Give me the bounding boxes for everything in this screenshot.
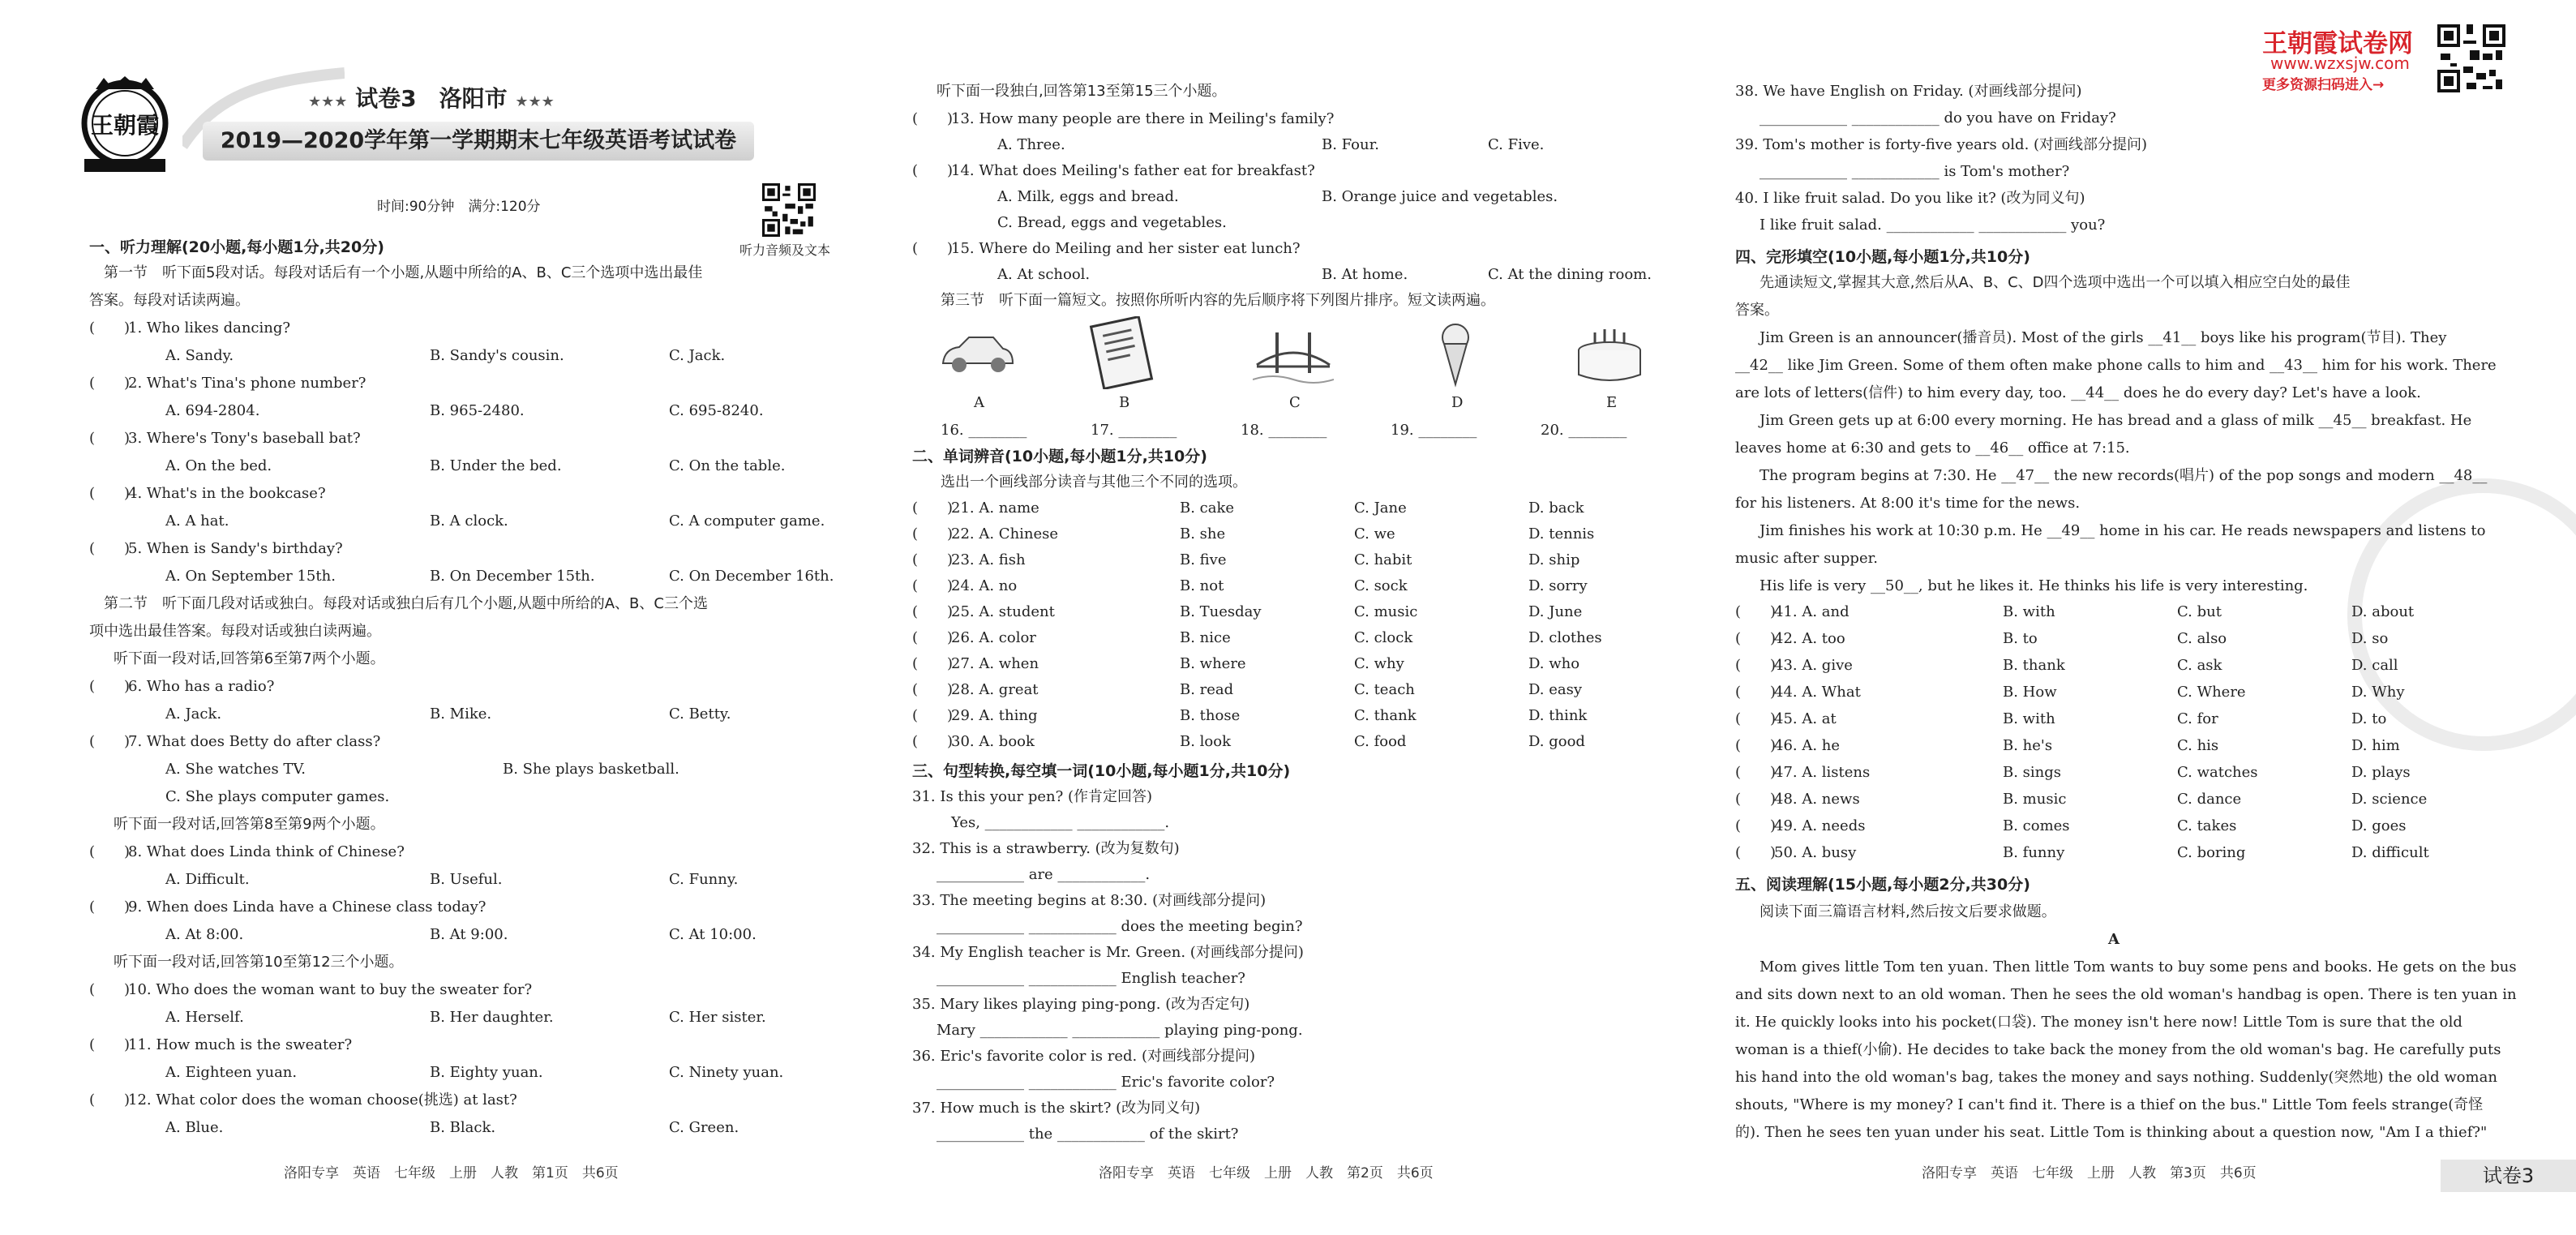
answer-option[interactable]: C. Five. [1488,136,1545,153]
answer-option[interactable]: C. On December 16th. [669,568,834,585]
answer-option[interactable]: A. 694-2804. [165,402,260,419]
cloze-option[interactable]: D. Why [2351,684,2405,701]
cloze-option[interactable]: B. funny [2003,844,2065,861]
cloze-option[interactable]: 44. A. What [1774,684,1861,701]
answer-option[interactable]: C. Bread, eggs and vegetables. [997,214,1227,231]
answer-option[interactable]: A. She watches TV. [165,761,306,778]
question-stem: 13. How many people are there in Meiling's family? [951,110,1335,127]
answer-blank[interactable]: ( ) [1735,764,1777,781]
answer-option[interactable]: B. She plays basketball. [503,761,679,778]
answer-blank[interactable]: ( ) [89,733,131,750]
answer-option[interactable]: C. 695-8240. [669,402,764,419]
cloze-option[interactable]: D. so [2351,630,2389,647]
answer-option[interactable]: A. Sandy. [165,347,234,364]
phonetic-option[interactable]: 29. A. thing [951,707,1038,724]
picture-blank[interactable]: 16. ________ [941,422,1027,439]
answer-option[interactable]: C. She plays computer games. [165,788,390,805]
answer-option[interactable]: C. On the table. [669,457,786,474]
phonetic-option[interactable]: 24. A. no [951,577,1018,594]
phonetic-option[interactable]: D. sorry [1528,577,1588,594]
answer-option[interactable]: B. 965-2480. [430,402,525,419]
part-3-intro: 第三节 听下面一篇短文。按照你所听内容的先后顺序将下列图片排序。短文读两遍。 [941,292,1495,309]
cloze-option[interactable]: C. ask [2177,657,2222,674]
phonetic-option[interactable]: B. nice [1180,629,1231,646]
cloze-option[interactable]: B. to [2003,630,2038,647]
phonetic-option[interactable]: C. Jane [1354,500,1407,517]
answer-blank[interactable]: ( ) [1735,737,1777,754]
picture-label: B [1119,394,1130,411]
cloze-passage-line: music after supper. [1735,550,1878,567]
phonetic-option[interactable]: B. Tuesday [1180,603,1262,620]
answer-blank[interactable]: ( ) [912,603,954,620]
answer-blank[interactable]: ( ) [912,162,954,179]
reading-passage-line: shouts, "Where is my money? I can't find it. There is a thief on the bus." Little Tom feels strange(奇怪 [1735,1096,2484,1113]
answer-option[interactable]: B. Under the bed. [430,457,562,474]
answer-option[interactable]: B. On December 15th. [430,568,595,585]
reading-passage-line: 的). Then he sees ten yuan under his seat. Little Tom is thinking about a question now, "Am I a thief?" [1735,1124,2488,1141]
question-stem: 12. What color does the woman choose(挑选) at last? [128,1091,517,1108]
ice-cream-icon [1415,316,1496,389]
transform-prompt: 31. Is this your pen? (作肯定回答) [912,788,1153,805]
newspaper-icon [1082,316,1164,389]
exam-name-banner: 2019—2020学年第一学期期末七年级英语考试试卷 [203,122,754,161]
cloze-option[interactable]: B. How [2003,684,2057,701]
question-stem: 3. Where's Tony's baseball bat? [128,430,361,447]
answer-blank[interactable]: ( ) [89,430,131,447]
phonetic-option[interactable]: B. look [1180,733,1232,750]
answer-option[interactable]: A. Difficult. [165,871,250,888]
section-2-title: 二、单词辨音(10小题,每小题1分,共10分) [912,448,1207,465]
cloze-option[interactable]: B. with [2003,710,2055,727]
transform-answer-line[interactable]: ____________ ____________ English teacher? [937,970,1245,987]
answer-blank[interactable]: ( ) [89,319,131,337]
cloze-option[interactable]: D. about [2351,603,2415,620]
cloze-option[interactable]: D. plays [2351,764,2411,781]
answer-option[interactable]: C. At 10:00. [669,926,757,943]
cloze-option[interactable]: C. takes [2177,817,2237,834]
cloze-option[interactable]: D. him [2351,737,2400,754]
answer-option[interactable]: B. Four. [1322,136,1379,153]
phonetic-option[interactable]: D. back [1528,500,1584,517]
answer-option[interactable]: A. At school. [997,266,1091,283]
phonetic-option[interactable]: 28. A. great [951,681,1039,698]
answer-option[interactable]: C. Funny. [669,871,739,888]
cloze-option[interactable]: B. with [2003,603,2055,620]
phonetic-option[interactable]: B. those [1180,707,1241,724]
answer-option[interactable]: B. Eighty yuan. [430,1064,543,1081]
answer-option[interactable]: B. Her daughter. [430,1009,554,1026]
answer-option[interactable]: B. Black. [430,1119,496,1136]
cloze-option[interactable]: C. boring [2177,844,2246,861]
answer-option[interactable]: B. A clock. [430,512,508,530]
transform-prompt: 35. Mary likes playing ping-pong. (改为否定句) [912,996,1250,1013]
answer-blank[interactable]: ( ) [1735,817,1777,834]
answer-blank[interactable]: ( ) [89,1091,131,1108]
cloze-option[interactable]: D. call [2351,657,2398,674]
phonetic-option[interactable]: 23. A. fish [951,551,1026,568]
cloze-option[interactable]: 48. A. news [1774,791,1860,808]
phonetic-option[interactable]: D. think [1528,707,1588,724]
phonetic-option[interactable]: C. teach [1354,681,1415,698]
answer-option[interactable]: A. Three. [997,136,1065,153]
transform-prompt: 39. Tom's mother is forty-five years old. (对画线部分提问) [1735,136,2148,153]
phonetic-option[interactable]: C. habit [1354,551,1412,568]
picture-label: C [1289,394,1301,411]
phonetic-option[interactable]: C. food [1354,733,1407,750]
transform-answer-line[interactable]: ____________ are ____________. [937,866,1151,883]
section-2-intro: 选出一个画线部分读音与其他三个不同的选项。 [941,474,1247,491]
reading-passage-line: Mom gives little Tom ten yuan. Then little Tom wants to buy some pens and books. He gets on the bus [1759,958,2517,976]
answer-blank[interactable]: ( ) [912,110,954,127]
part-2-intro: 项中选出最佳答案。每段对话或独白读两遍。 [89,623,381,640]
answer-option[interactable]: A. Eighteen yuan. [165,1064,298,1081]
phonetic-option[interactable]: D. easy [1528,681,1583,698]
answer-blank[interactable]: ( ) [1735,657,1777,674]
question-stem: 6. Who has a radio? [128,678,275,695]
answer-option[interactable]: A. At 8:00. [165,926,244,943]
answer-blank[interactable]: ( ) [1735,844,1777,861]
cloze-option[interactable]: 43. A. give [1774,657,1853,674]
transform-prompt: 34. My English teacher is Mr. Green. (对画线部分提问) [912,944,1304,961]
answer-blank[interactable]: ( ) [1735,710,1777,727]
cloze-option[interactable]: C. Where [2177,684,2246,701]
answer-blank[interactable]: ( ) [89,898,131,916]
phonetic-option[interactable]: 30. A. book [951,733,1035,750]
answer-option[interactable]: A. Blue. [165,1119,224,1136]
answer-blank[interactable]: ( ) [89,375,131,392]
answer-blank[interactable]: ( ) [912,707,954,724]
answer-blank[interactable]: ( ) [1735,630,1777,647]
section-5-intro: 阅读下面三篇语言材料,然后按文后要求做题。 [1759,903,2056,920]
passage-instruction: 听下面一段独白,回答第13至第15三个小题。 [937,83,1227,100]
transform-answer-line[interactable]: ____________ ____________ does the meeting begin? [937,918,1303,935]
cloze-passage-line: leaves home at 6:30 and gets to __46__ office at 7:15. [1735,440,2130,457]
transform-answer-line[interactable]: ____________ the ____________ of the skirt? [937,1126,1239,1143]
picture-blank[interactable]: 18. ________ [1241,422,1327,439]
answer-blank[interactable]: ( ) [912,240,954,257]
phonetic-option[interactable]: B. five [1180,551,1227,568]
part-2-intro: 第二节 听下面几段对话或独白。每段对话或独白后有几个小题,从题中所给的A、B、C三个选 [89,595,708,612]
section-4-intro: 答案。 [1735,302,1779,319]
phonetic-option[interactable]: C. clock [1354,629,1413,646]
cloze-option[interactable]: C. watches [2177,764,2258,781]
passage-instruction: 听下面一段对话,回答第8至第9两个小题。 [114,816,385,833]
phonetic-option[interactable]: B. she [1180,525,1226,542]
question-stem: 15. Where do Meiling and her sister eat lunch? [951,240,1301,257]
picture-blank[interactable]: 17. ________ [1091,422,1177,439]
phonetic-option[interactable]: 21. A. name [951,500,1039,517]
transform-answer-line[interactable]: ____________ ____________ is Tom's mother? [1759,163,2070,180]
answer-option[interactable]: B. At home. [1322,266,1408,283]
answer-option[interactable]: A. On the bed. [165,457,272,474]
picture-blank[interactable]: 20. ________ [1541,422,1627,439]
reading-passage-line: woman is a thief(小偷). He decides to take back the money from the old woman's bag. He carefully puts [1735,1041,2501,1058]
question-stem: 11. How much is the sweater? [128,1036,353,1053]
phonetic-option[interactable]: C. thank [1354,707,1417,724]
time-info: 时间:90分钟 满分:120分 [377,199,541,215]
cloze-option[interactable]: 45. A. at [1774,710,1837,727]
transform-answer-line[interactable]: I like fruit salad. ____________ ____________ you? [1759,217,2106,234]
paper-title: ★★★ 试卷3 洛阳市 ★★★ [308,85,555,112]
bridge-icon [1253,316,1334,389]
phonetic-option[interactable]: B. cake [1180,500,1235,517]
picture-label: A [974,394,984,411]
cloze-option[interactable]: C. dance [2177,791,2242,808]
answer-option[interactable]: C. Her sister. [669,1009,766,1026]
phonetic-option[interactable]: B. where [1180,655,1246,672]
phonetic-option[interactable]: D. who [1528,655,1580,672]
cloze-option[interactable]: C. for [2177,710,2218,727]
cloze-option[interactable]: C. his [2177,737,2219,754]
transform-prompt: 38. We have English on Friday. (对画线部分提问) [1735,83,2082,100]
phonetic-option[interactable]: C. music [1354,603,1418,620]
question-stem: 1. Who likes dancing? [128,319,291,337]
transform-prompt: 40. I like fruit salad. Do you like it? (改为同义句) [1735,190,2085,207]
section-3-title: 三、句型转换,每空填一词(10小题,每小题1分,共10分) [912,762,1291,780]
picture-blank[interactable]: 19. ________ [1391,422,1477,439]
reading-passage-line: it. He quickly looks into his pocket(口袋). The money isn't here now! Little Tom is sure that the old [1735,1014,2462,1031]
cloze-option[interactable]: 41. A. and [1774,603,1849,620]
audio-qr-label: 听力音频及文本 [739,242,831,258]
picture-label: D [1451,394,1464,411]
answer-option[interactable]: C. Betty. [669,705,731,723]
answer-option[interactable]: B. Orange juice and vegetables. [1322,188,1558,205]
paper-page-label: 试卷3 [2441,1160,2576,1192]
cloze-option[interactable]: B. sings [2003,764,2062,781]
answer-blank[interactable]: ( ) [89,678,131,695]
question-stem: 10. Who does the woman want to buy the sweater for? [128,981,533,998]
brand-name: 王朝霞试卷网 [2262,29,2413,58]
phonetic-option[interactable]: C. sock [1354,577,1408,594]
answer-blank[interactable]: ( ) [89,485,131,502]
brand-tagline: 更多资源扫码进入→ [2262,77,2385,93]
answer-blank[interactable]: ( ) [89,843,131,860]
question-stem: 4. What's in the bookcase? [128,485,326,502]
reading-passage-line: his hand into the old woman's bag, takes the money and says nothing. Suddenly(突然地) the old woman [1735,1069,2497,1086]
answer-blank[interactable]: ( ) [912,551,954,568]
phonetic-option[interactable]: 26. A. color [951,629,1036,646]
reading-passage-line: and sits down next to an old woman. Then he sees the old woman's handbag is open. There is ten yuan in [1735,986,2517,1003]
page-2-column [912,0,1650,1235]
phonetic-option[interactable]: D. tennis [1528,525,1595,542]
cloze-passage-line: Jim Green gets up at 6:00 every morning. He has bread and a glass of milk __45__ breakfast. He [1759,412,2472,429]
transform-answer-line[interactable]: ____________ ____________ do you have on Friday? [1759,109,2116,127]
cloze-passage-line: His life is very __50__, but he likes it. He thinks his life is very interesting. [1759,577,2308,594]
phonetic-option[interactable]: B. not [1180,577,1224,594]
answer-option[interactable]: C. Jack. [669,347,726,364]
passage-a-label: A [2108,931,2120,948]
cloze-option[interactable]: 46. A. he [1774,737,1841,754]
part-1-intro: 第一节 听下面5段对话。每段对话后有一个小题,从题中所给的A、B、C三个选项中选出最佳 [89,264,703,281]
answer-blank[interactable]: ( ) [912,655,954,672]
answer-option[interactable]: C. Green. [669,1119,739,1136]
section-1-title: 一、听力理解(20小题,每小题1分,共20分) [89,238,384,256]
answer-blank[interactable]: ( ) [912,629,954,646]
page-3-footer: 洛阳专享 英语 七年级 上册 人教 第3页 共6页 [1922,1165,2257,1181]
answer-blank[interactable]: ( ) [912,733,954,750]
answer-blank[interactable]: ( ) [1735,603,1777,620]
phonetic-option[interactable]: C. why [1354,655,1404,672]
cloze-option[interactable]: D. science [2351,791,2428,808]
answer-blank[interactable]: ( ) [912,525,954,542]
phonetic-option[interactable]: B. read [1180,681,1234,698]
part-1-intro: 答案。每段对话读两遍。 [89,292,250,309]
cloze-option[interactable]: D. to [2351,710,2387,727]
answer-blank[interactable]: ( ) [89,1036,131,1053]
answer-option[interactable]: A. Herself. [165,1009,244,1026]
cloze-option[interactable]: B. music [2003,791,2067,808]
phonetic-option[interactable]: 22. A. Chinese [951,525,1059,542]
brand-url[interactable]: www.wzxsjw.com [2270,54,2410,73]
question-stem: 5. When is Sandy's birthday? [128,540,343,557]
phonetic-option[interactable]: D. June [1528,603,1583,620]
cloze-passage-line: are lots of letters(信件) to him every day, too. __44__ does he do every day? Let's have a look. [1735,384,2421,401]
cloze-option[interactable]: 42. A. too [1774,630,1845,647]
transform-prompt: 33. The meeting begins at 8:30. (对画线部分提问) [912,892,1267,909]
answer-blank[interactable]: ( ) [89,540,131,557]
page-1-column [89,0,851,1235]
cloze-passage-line: __42__ like Jim Green. Some of them often make phone calls to him and __43__ him for his work. There [1735,357,2497,374]
car-icon [937,316,1018,389]
answer-option[interactable]: A. A hat. [165,512,229,530]
answer-blank[interactable]: ( ) [1735,684,1777,701]
answer-option[interactable]: B. At 9:00. [430,926,508,943]
question-stem: 9. When does Linda have a Chinese class today? [128,898,486,916]
passage-instruction: 听下面一段对话,回答第6至第7两个小题。 [114,650,385,667]
phonetic-option[interactable]: D. ship [1528,551,1580,568]
phonetic-option[interactable]: 25. A. student [951,603,1055,620]
transform-prompt: 36. Eric's favorite color is red. (对画线部分提问) [912,1048,1256,1065]
cloze-option[interactable]: C. also [2177,630,2227,647]
question-stem: 7. What does Betty do after class? [128,733,381,750]
transform-answer-line[interactable]: Yes, ____________ ____________. [937,814,1170,831]
transform-prompt: 32. This is a strawberry. (改为复数句) [912,840,1180,857]
cloze-passage-line: Jim Green is an announcer(播音员). Most of the girls __41__ boys like his program(节目). They [1759,329,2447,346]
answer-option[interactable]: A. On September 15th. [165,568,336,585]
cloze-option[interactable]: B. comes [2003,817,2070,834]
section-4-title: 四、完形填空(10小题,每小题1分,共10分) [1735,248,2030,266]
cloze-option[interactable]: B. thank [2003,657,2065,674]
phonetic-option[interactable]: D. good [1528,733,1585,750]
answer-option[interactable]: A. Jack. [165,705,222,723]
cloze-passage-line: for his listeners. At 8:00 it's time for the news. [1735,495,2081,512]
page-1-footer: 洛阳专享 英语 七年级 上册 人教 第1页 共6页 [284,1165,619,1181]
answer-option[interactable]: C. A computer game. [669,512,825,530]
phonetic-option[interactable]: C. we [1354,525,1395,542]
transform-answer-line[interactable]: Mary ____________ ____________ playing ping-pong. [937,1022,1303,1039]
page-2-footer: 洛阳专享 英语 七年级 上册 人教 第2页 共6页 [1099,1165,1434,1181]
cloze-passage-line: Jim finishes his work at 10:30 p.m. He __49__ home in his car. He reads newspapers and listens to [1759,522,2486,539]
section-5-title: 五、阅读理解(15小题,每小题2分,共30分) [1735,876,2030,894]
picture-label: E [1606,394,1618,411]
cloze-option[interactable]: 50. A. busy [1774,844,1857,861]
cloze-option[interactable]: D. goes [2351,817,2407,834]
answer-blank[interactable]: ( ) [89,981,131,998]
cloze-option[interactable]: C. but [2177,603,2222,620]
answer-option[interactable]: B. Useful. [430,871,503,888]
transform-answer-line[interactable]: ____________ ____________ Eric's favorite color? [937,1074,1275,1091]
answer-option[interactable]: C. Ninety yuan. [669,1064,784,1081]
question-stem: 14. What does Meiling's father eat for breakfast? [951,162,1315,179]
answer-blank[interactable]: ( ) [1735,791,1777,808]
cloze-option[interactable]: 47. A. listens [1774,764,1871,781]
answer-blank[interactable]: ( ) [912,577,954,594]
answer-blank[interactable]: ( ) [912,681,954,698]
transform-prompt: 37. How much is the skirt? (改为同义句) [912,1100,1201,1117]
cloze-option[interactable]: 49. A. needs [1774,817,1866,834]
question-stem: 2. What's Tina's phone number? [128,375,366,392]
question-stem: 8. What does Linda think of Chinese? [128,843,405,860]
svg-text:王朝霞: 王朝霞 [90,112,160,139]
answer-option[interactable]: C. At the dining room. [1488,266,1652,283]
answer-blank[interactable]: ( ) [912,500,954,517]
answer-option[interactable]: A. Milk, eggs and bread. [997,188,1179,205]
birthday-cake-icon [1569,316,1650,389]
cloze-option[interactable]: D. difficult [2351,844,2429,861]
answer-option[interactable]: B. Mike. [430,705,492,723]
cloze-passage-line: The program begins at 7:30. He __47__ the new records(唱片) of the pop songs and modern __48__ [1759,467,2488,484]
passage-instruction: 听下面一段对话,回答第10至第12三个小题。 [114,954,404,971]
answer-option[interactable]: B. Sandy's cousin. [430,347,564,364]
cloze-option[interactable]: B. he's [2003,737,2053,754]
phonetic-option[interactable]: D. clothes [1528,629,1602,646]
phonetic-option[interactable]: 27. A. when [951,655,1039,672]
section-4-intro: 先通读短文,掌握其大意,然后从A、B、C、D四个选项中选出一个可以填入相应空白处的最佳 [1759,274,2351,291]
